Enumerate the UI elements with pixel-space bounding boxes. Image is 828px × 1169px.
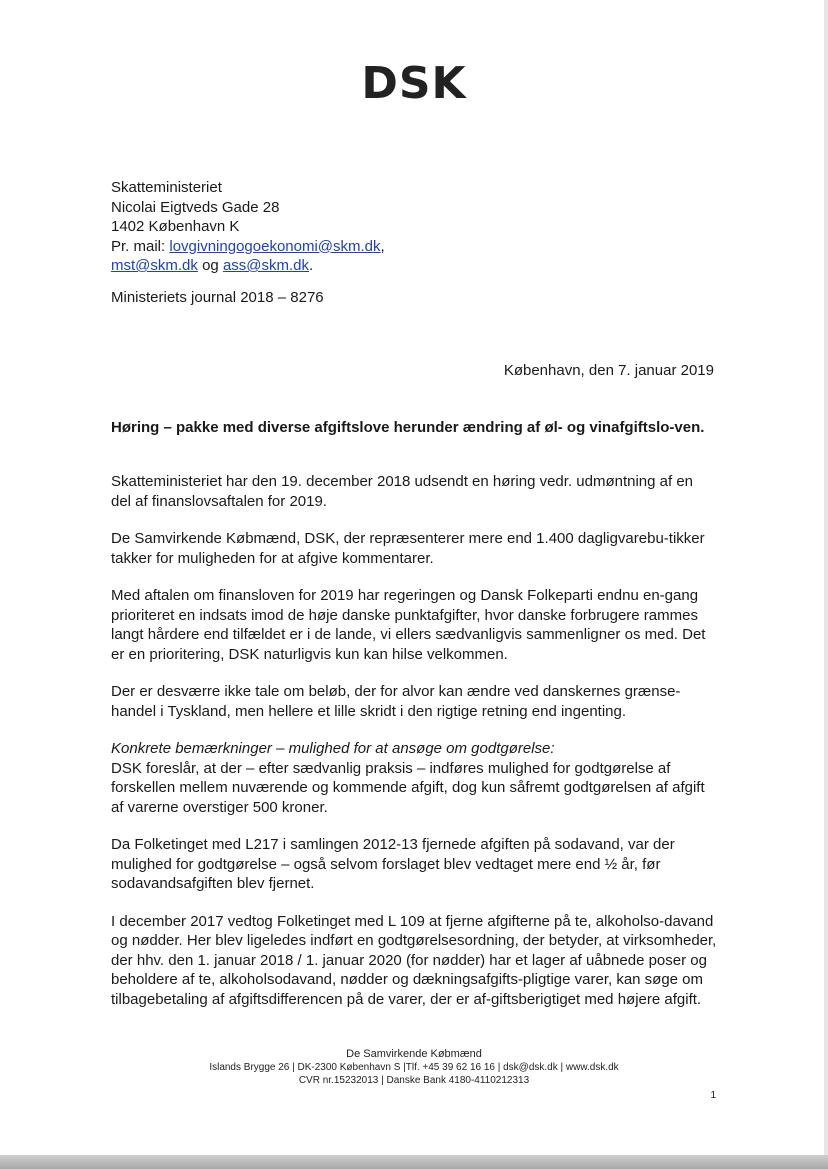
- recipient-mail-line-2: [111, 256, 731, 276]
- letter-body: [111, 472, 717, 1027]
- letter-footer: [0, 1048, 828, 1087]
- recipient-line: Nicolai Eigtveds Gade 28: [111, 198, 280, 216]
- body-paragraph: De Samvirkende Købmænd, DSK, der repræsenterer mere end 1.400 dagligvarebu-tikker takker for muligheden for at afgive kommentarer.: [111, 530, 705, 567]
- letter-date: København, den 7. januar 2019: [503, 362, 714, 379]
- subject-heading: Høring – pakke med diverse afgiftslove herunder ændring af øl- og vinafgiftslo-ven.: [111, 419, 705, 436]
- email-link-mst[interactable]: mst@skm.dk: [111, 257, 198, 274]
- footer-org: De Samvirkende Købmænd: [346, 1048, 482, 1060]
- email-link-ass[interactable]: ass@skm.dk: [222, 257, 310, 274]
- page-number: 1: [710, 1090, 716, 1101]
- journal-number: Ministeriets journal 2018 – 8276: [111, 289, 324, 306]
- scan-edge: [824, 0, 828, 1169]
- mail-prefix: Pr. mail:: [111, 237, 170, 255]
- dsk-logo: DSK: [361, 58, 467, 109]
- email-link-lovgivning[interactable]: lovgivningogoekonomi@skm.dk: [169, 237, 381, 255]
- footer-registration: CVR nr.15232013 | Danske Bank 4180-4110212313: [298, 1075, 530, 1086]
- body-paragraph: I december 2017 vedtog Folketinget med L 109 at fjerne afgifterne på te, alkoholso-davand og nødder. Her blev ligeledes indført en godtgørelsesordning, der betyder, at virksomheder, der hhv. den 1. januar 2018 / 1. januar 2020 (for nødder) har et lager af uåbnede poser og beholdere af te, alkoholsodavand, nødder og dækningsafgifts-pligtige varer, kan søge om tilbagebetaling af afgiftsdifferencen på de varer, der er af-giftsberigtiget med højere afgift.: [111, 912, 717, 1008]
- body-paragraph: Der er desværre ikke tale om beløb, der for alvor kan ændre ved danskernes grænse-handel i Tyskland, men hellere et lille skridt i den rigtige retning end ingenting.: [111, 683, 681, 720]
- recipient-line: 1402 København K: [111, 218, 240, 235]
- scan-bottom-edge: [0, 1155, 828, 1169]
- recipient-line: Skatteministeriet: [111, 179, 222, 196]
- recipient-address: [111, 178, 731, 276]
- body-paragraph: Med aftalen om finansloven for 2019 har regeringen og Dansk Folkeparti endnu en-gang prioriteret en indsats imod de høje danske punktafgifter, hvor danske forbrugere rammes langt hårdere end tilfældet er i de lande, vi ellers sædvanligvis sammenligner os med. Det er en prioritering, DSK naturligvis kun kan hilse velkommen.: [111, 587, 706, 663]
- body-paragraph: Da Folketinget med L217 i samlingen 2012-13 fjernede afgiften på sodavand, var der mulighed for godtgørelse – også selvom forslaget blev vedtaget mere end ½ år, før sodavandsafgiften blev fjernet.: [111, 836, 675, 892]
- og-text: og: [197, 257, 223, 274]
- body-paragraph: DSK foreslår, at der – efter sædvanlig praksis – indføres mulighed for godtgørelse af forskellen mellem nuværende og kommende afgift, dog kun såfremt godtgørelsen af afgift af varerne overstiger 500 kroner.: [111, 759, 705, 816]
- period: .: [309, 257, 314, 274]
- footer-contact: Islands Brygge 26 | DK-2300 København S |Tlf. +45 39 62 16 16 | dsk@dsk.dk | www.dsk.dk: [209, 1062, 619, 1073]
- comma: ,: [380, 237, 385, 255]
- section-heading: Konkrete bemærkninger – mulighed for at ansøge om godtgørelse:: [111, 740, 555, 757]
- body-paragraph: Skatteministeriet har den 19. december 2018 udsendt en høring vedr. udmøntning af en del af finanslovsaftalen for 2019.: [111, 473, 694, 510]
- recipient-mail-line: [111, 237, 731, 257]
